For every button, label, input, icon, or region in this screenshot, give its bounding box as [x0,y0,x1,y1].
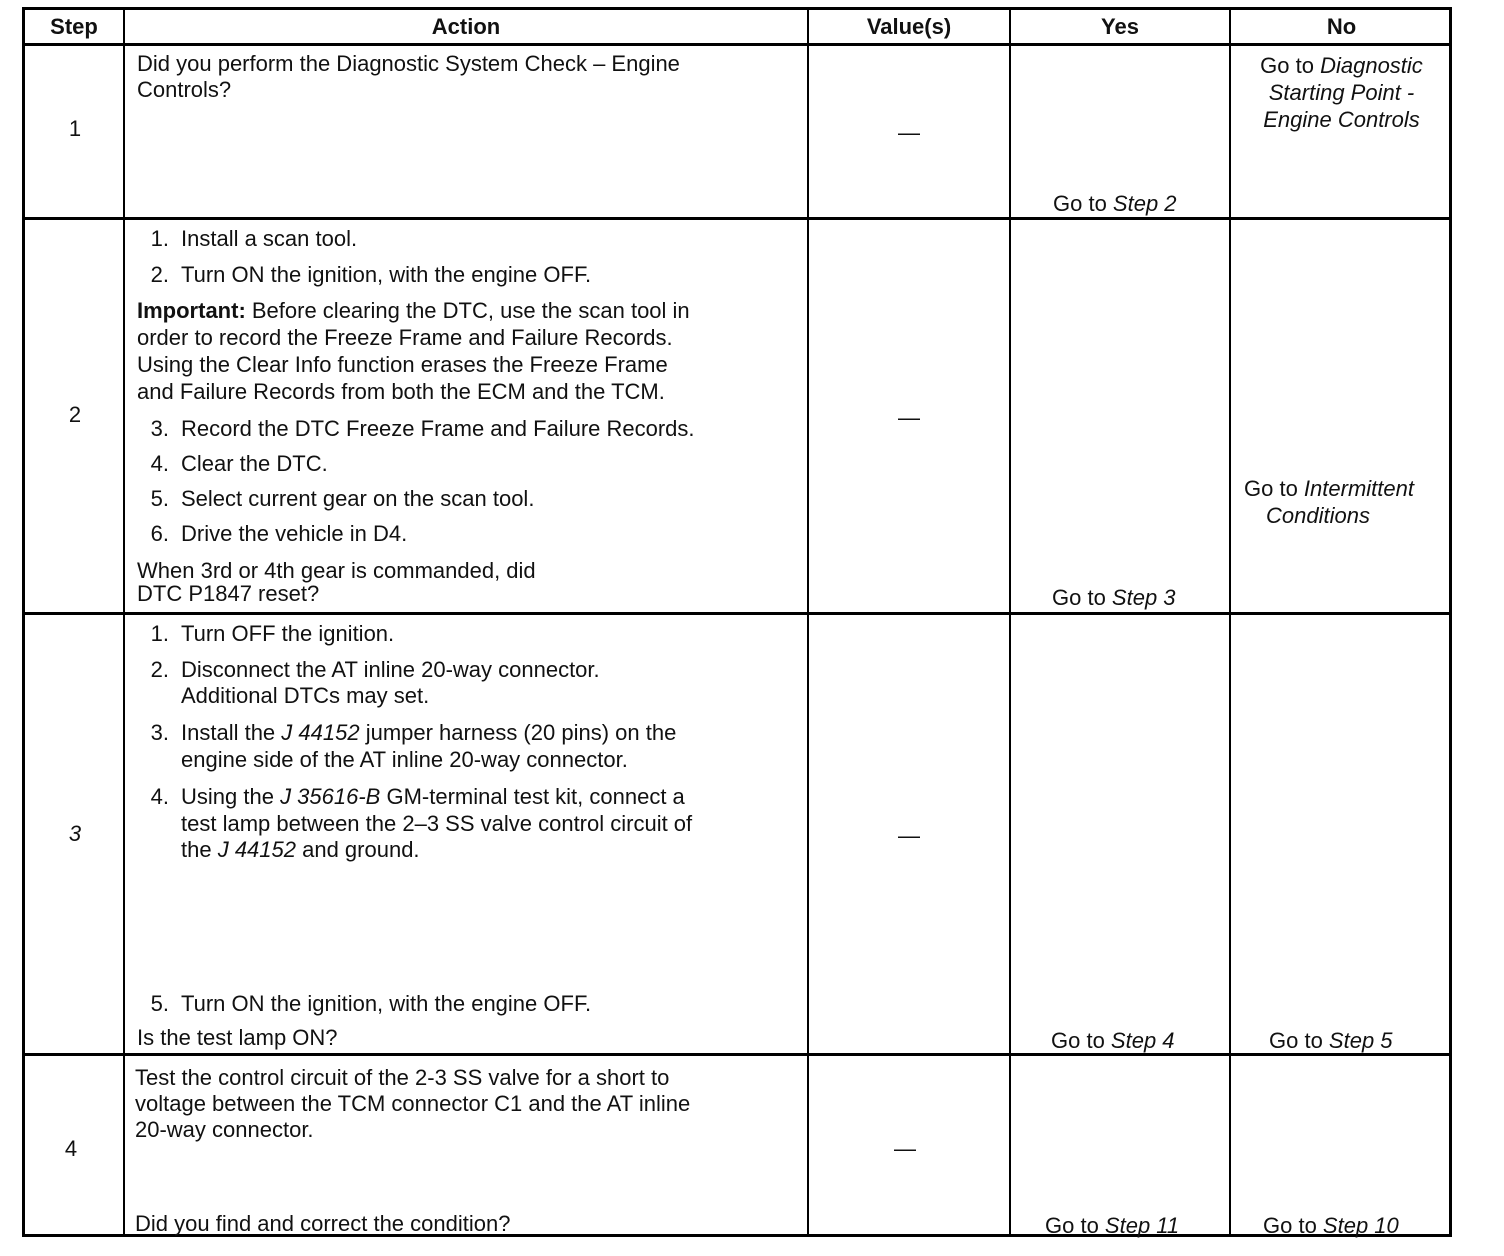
step-number: 1 [68,116,82,141]
no-link[interactable]: Go to Step 5 [1269,1028,1393,1053]
step-number: 3 [68,821,82,846]
list-item-cont: engine side of the AT inline 20-way connector. [181,747,628,772]
important-note: and Failure Records from both the ECM and the TCM. [137,379,665,404]
action-text: Did you perform the Diagnostic System Check – Engine [137,51,680,76]
col-divider [123,10,125,1234]
list-item: 1. Turn OFF the ignition. [150,621,395,646]
diagnostic-table [22,7,1452,1237]
row-divider [25,43,1449,46]
list-item: 6. Drive the vehicle in D4. [150,521,408,546]
question-text: Did you find and correct the condition? [135,1211,511,1236]
list-item-cont: the J 44152 and ground. [181,837,420,862]
step-number: 2 [68,402,82,427]
list-item: 4. Clear the DTC. [150,451,328,476]
question-text: When 3rd or 4th gear is commanded, did [137,558,536,583]
list-item: 4. Using the J 35616-B GM-terminal test kit, connect a [150,784,685,809]
question-text: Is the test lamp ON? [137,1025,338,1050]
tool-ref: J 44152 [217,837,296,862]
important-note: Important: Before clearing the DTC, use the scan tool in [137,298,690,323]
yes-link[interactable]: Go to Step 2 [1053,191,1177,216]
list-item: 2. Turn ON the ignition, with the engine OFF. [150,262,592,287]
list-item-cont: Additional DTCs may set. [181,683,430,708]
question-text: DTC P1847 reset? [137,581,320,606]
yes-link[interactable]: Go to Step 4 [1051,1028,1175,1053]
list-item: 5. Turn ON the ignition, with the engine OFF. [150,991,592,1016]
header-values: Value(s) [866,13,952,39]
value-dash: — [898,823,920,848]
header-action: Action [431,13,501,39]
action-text: voltage between the TCM connector C1 and the AT inline [135,1091,691,1116]
step-number: 4 [64,1136,78,1161]
action-text: Test the control circuit of the 2-3 SS valve for a short to [135,1065,670,1090]
tool-ref: J 35616-B [280,784,381,809]
yes-link[interactable]: Go to Step 11 [1045,1213,1180,1238]
value-dash: — [898,120,920,145]
important-note: Using the Clear Info function erases the Freeze Frame [137,352,668,377]
tool-ref: J 44152 [281,720,360,745]
row-divider [25,217,1449,220]
header-step: Step [50,13,98,39]
header-yes: Yes [1101,13,1139,39]
list-item: 5. Select current gear on the scan tool. [150,486,535,511]
no-link[interactable]: Go to Diagnostic Starting Point - Engine Controls [1260,53,1423,132]
no-link[interactable]: Go to Step 10 [1263,1213,1399,1238]
list-item: 1. Install a scan tool. [150,226,358,251]
list-item: 2. Disconnect the AT inline 20-way connector. [150,657,600,682]
row-divider [25,1053,1449,1056]
list-item-cont: test lamp between the 2–3 SS valve control circuit of [181,811,693,836]
list-item: 3. Install the J 44152 jumper harness (20 pins) on the [150,720,677,745]
col-divider [807,10,809,1234]
action-text: Controls? [137,77,232,102]
list-item: 3. Record the DTC Freeze Frame and Failure Records. [150,416,695,441]
no-link[interactable]: Go to Intermittent Conditions [1244,476,1414,528]
row-divider [25,612,1449,615]
header-no: No [1326,13,1357,39]
value-dash: — [898,405,920,430]
col-divider [1009,10,1011,1234]
col-divider [1229,10,1231,1234]
important-note: order to record the Freeze Frame and Failure Records. [137,325,673,350]
action-text: 20-way connector. [135,1117,314,1142]
yes-link[interactable]: Go to Step 3 [1052,585,1176,610]
value-dash: — [894,1136,916,1161]
